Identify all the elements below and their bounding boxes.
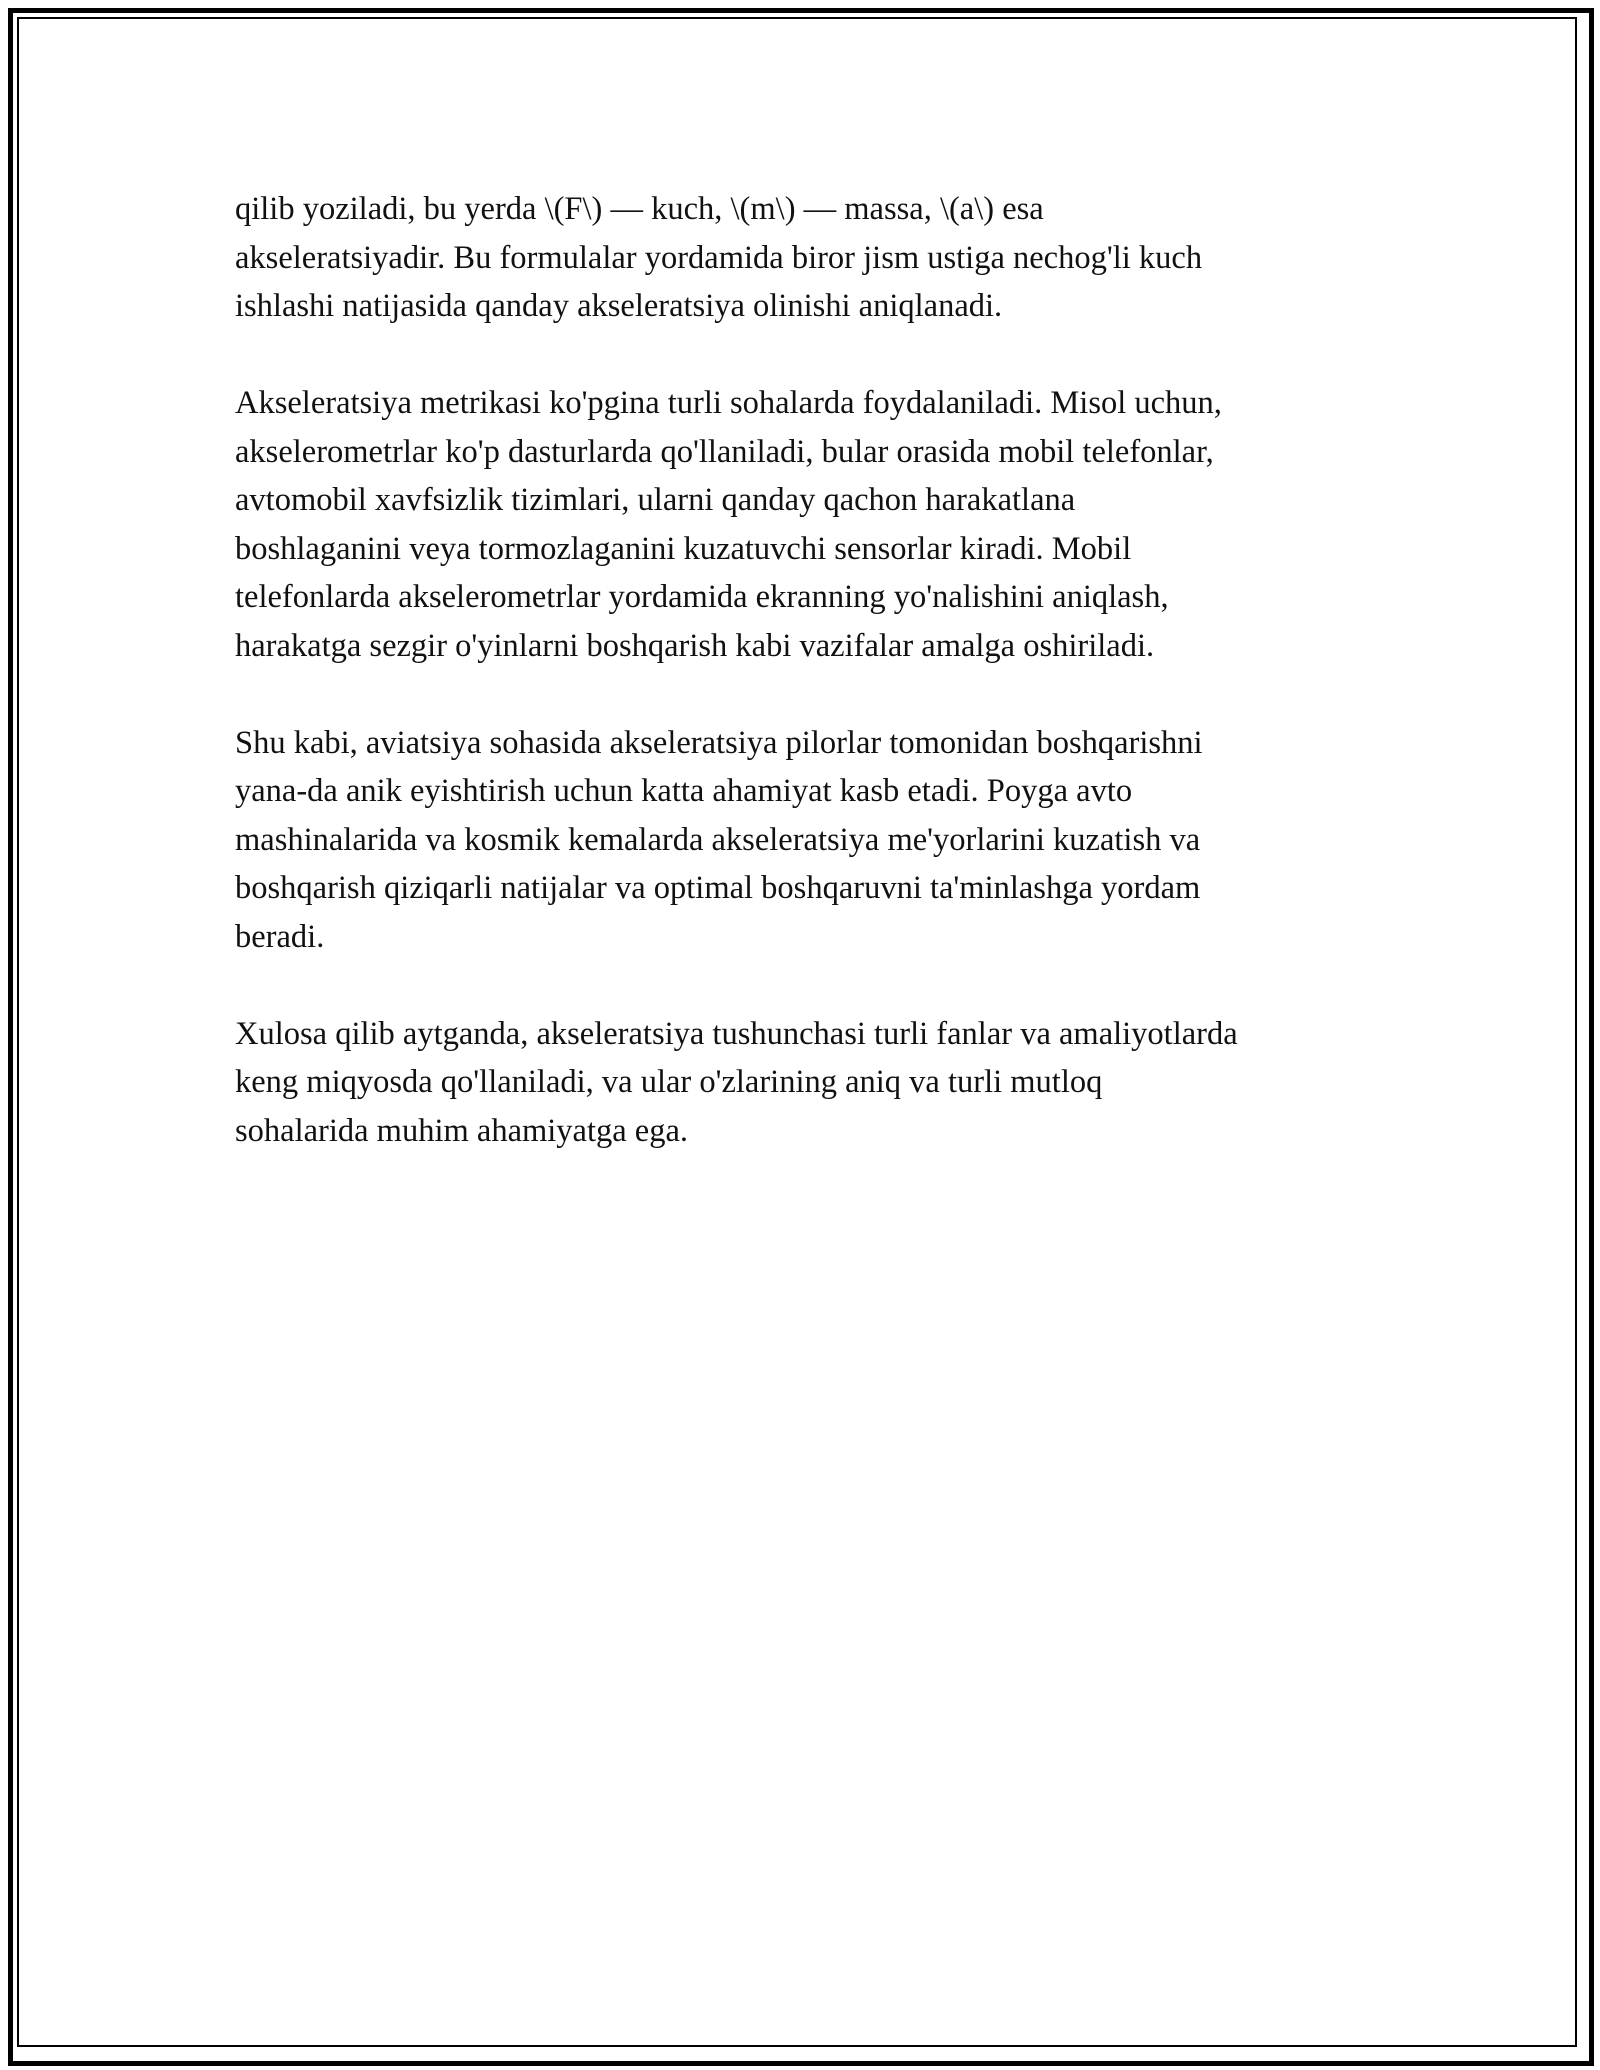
paragraph-conclusion: Xulosa qilib aytganda, akseleratsiya tushunchasi turli fanlar va amaliyotlarda keng miqyosda qo'llaniladi, va ular o'zlarining aniq va turli mutloq sohalarida muhim ahamiyatga ega. xyxy=(235,1015,1238,1149)
paragraph-formula-explanation: qilib yoziladi, bu yerda \(F\) — kuch, \(m\) — massa, \(a\) esa akseleratsiyadir. Bu formulalar yordamida biror jism ustiga nechog'li kuch ishlashi natijasida qanday akseleratsiya olinishi aniqlanadi. xyxy=(235,191,1203,324)
paragraph-applications: Akseleratsiya metrikasi ko'pgina turli sohalarda foydalaniladi. Misol uchun, akselerometrlar ko'p dasturlarda qo'llaniladi, bular orasida mobil telefonlar, avtomobil xavfsizlik tizimlari, ularni qanday qachon harakatlana boshlaganini veya tormozlaganini kuzatuvchi sensorlar kiradi. Mobil telefonlarda akselerometrlar yordamida ekranning yo'nalishini aniqlash, harakatga sezgir o'yinlarni boshqarish kabi vazifalar amalga oshiriladi. xyxy=(235,385,1222,664)
paragraph-aviation: Shu kabi, aviatsiya sohasida akseleratsiya pilorlar tomonidan boshqarishni yana-da anik eyishtirish uchun katta ahamiyat kasb etadi. Poyga avto mashinalarida va kosmik kemalarda akseleratsiya me'yorlarini kuzatish va boshqarish qiziqarli natijalar va optimal boshqaruvni ta'minlashga yordam beradi. xyxy=(235,724,1203,955)
document-body xyxy=(235,185,1385,1204)
